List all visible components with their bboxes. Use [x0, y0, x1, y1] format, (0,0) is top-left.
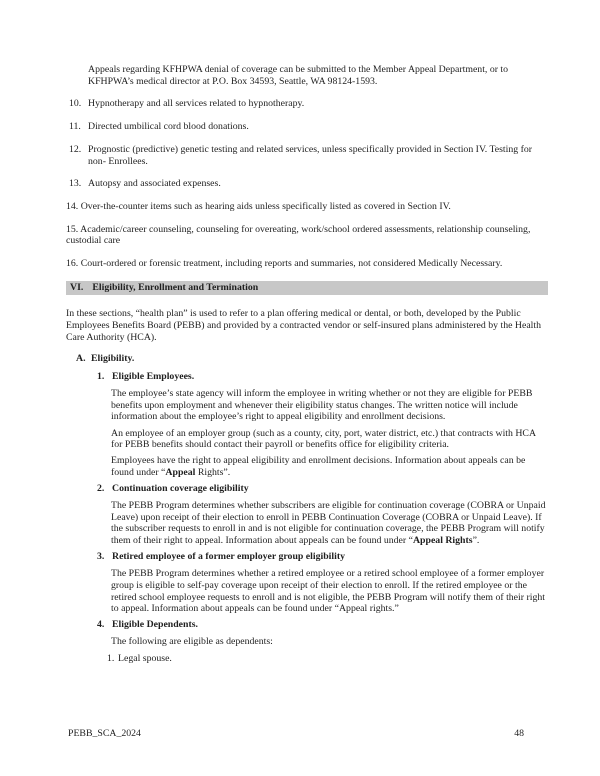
section-vi-intro: In these sections, “health plan” is used to refer to a plan offering medical or dental, or both, developed by the Public Employees Benefits Board (PEBB) and provided by a contracted vendor or self-insured plans administered by the Health Care Authority (HCA).: [66, 308, 542, 343]
part-title: Eligibility.: [91, 352, 135, 364]
paragraph: An employee of an employer group (such as a county, city, port, water district, etc.) that contracts with HCA for PEBB benefits should contact their payroll or benefits office for eligibility criteria.: [111, 427, 536, 451]
kfhpwa-appeal-note: Appeals regarding KFHPWA denial of coverage can be submitted to the Member Appeal Department, or to KFHPWA’s medical director at P.O. Box 34593, Seattle, WA 98124-1593.: [88, 64, 509, 87]
item-4-body: [111, 636, 548, 648]
item-text: Hypnotherapy and all services related to hypnotherapy.: [88, 98, 305, 110]
item-number: 12.: [69, 143, 82, 155]
item-number: 10.: [69, 98, 82, 110]
item-title: Eligible Employees.: [112, 371, 195, 383]
footer-page-number: 48: [514, 728, 524, 739]
part-letter: A.: [76, 352, 86, 364]
exclusion-item-12: [66, 144, 548, 167]
exclusion-item-10: [66, 98, 548, 110]
paragraph-text: Employees have the right to appeal eligibility and enrollment decisions. Information about appeals can be found under “: [111, 455, 526, 479]
item-2-heading: [97, 483, 548, 495]
paragraph-text: Rights”.: [195, 467, 231, 479]
exclusion-item-11: [66, 121, 548, 133]
item-2-body: [111, 500, 548, 547]
item-1-heading: [97, 371, 548, 383]
item-4-heading: [97, 619, 548, 631]
paragraph: The following are eligible as dependents:: [111, 636, 273, 648]
item-number: 2.: [97, 483, 105, 495]
exclusion-item-16: 16. Court-ordered or forensic treatment, including reports and summaries, not considered Medically Necessary.: [66, 258, 503, 270]
section-number: VI.: [70, 281, 84, 293]
item-title: Eligible Dependents.: [112, 619, 199, 631]
section-vi-heading: [66, 281, 548, 296]
dependent-item-1: [107, 653, 548, 665]
item-text: Prognostic (predictive) genetic testing and related services, unless specifically provided in Section IV. Testing for non- Enrollees.: [88, 143, 533, 167]
item-text: Legal spouse.: [118, 653, 172, 665]
exclusion-item-14: 14. Over-the-counter items such as hearing aids unless specifically listed as covered in Section IV.: [66, 200, 451, 212]
exclusion-item-13: [66, 178, 548, 190]
paragraph-text: ”.: [472, 535, 480, 547]
item-title: Retired employee of a former employer group eligibility: [112, 551, 345, 563]
exclusion-item-15: 15. Academic/career counseling, counseling for overeating, work/school ordered assessments, relationship counseling, custodial care: [66, 223, 531, 247]
item-text: Directed umbilical cord blood donations.: [88, 121, 249, 133]
item-number: 1.: [97, 371, 105, 383]
item-1-body: [111, 388, 548, 479]
item-number: 11.: [69, 121, 81, 133]
item-number: 13.: [69, 178, 82, 190]
paragraph-text: The PEBB Program determines whether subscribers are eligible for continuation coverage (COBRA or Unpaid Leave) upon receipt of their election to enroll in PEBB Continuation Coverage (COBRA or Unpaid Leave). If the subscriber requests to enroll in and is not eligible for continuation coverage, the PEBB Program will notify them of their right to appeal. Information about appeals can be found under “: [111, 500, 546, 547]
paragraph: The PEBB Program determines whether a retired employee or a retired school employee of a former employer group is eligible to self-pay coverage upon receipt of their election to enroll. If the retired employee or the retired school employee requests to enroll and is not eligible, the PEBB Program will notify them of their right to appeal. Information about appeals can be found under “Appeal rights.”: [111, 568, 545, 615]
item-number: 1.: [107, 653, 115, 665]
footer-document-id: PEBB_SCA_2024: [68, 728, 141, 739]
item-text: Autopsy and associated expenses.: [88, 178, 221, 190]
page-content: [66, 64, 548, 665]
item-number: 3.: [97, 551, 105, 563]
item-number: 4.: [97, 619, 105, 631]
paragraph: The employee’s state agency will inform the employee in writing whether or not they are eligible for PEBB benefits upon employment and whenever their eligibility status changes. The written notice will include information about the employee’s right to appeal eligibility and enrollment decisions.: [111, 387, 533, 423]
item-3-heading: [97, 551, 548, 563]
paragraph: [111, 455, 548, 478]
appeal-rights-bold: Appeal: [165, 467, 196, 479]
appeal-rights-bold: Appeal Rights: [412, 535, 473, 547]
page-footer: [68, 728, 524, 740]
paragraph: [111, 500, 548, 547]
item-3-body: [111, 568, 548, 615]
section-title: Eligibility, Enrollment and Termination: [92, 281, 259, 293]
part-a-heading: [76, 353, 548, 365]
item-title: Continuation coverage eligibility: [112, 483, 249, 495]
